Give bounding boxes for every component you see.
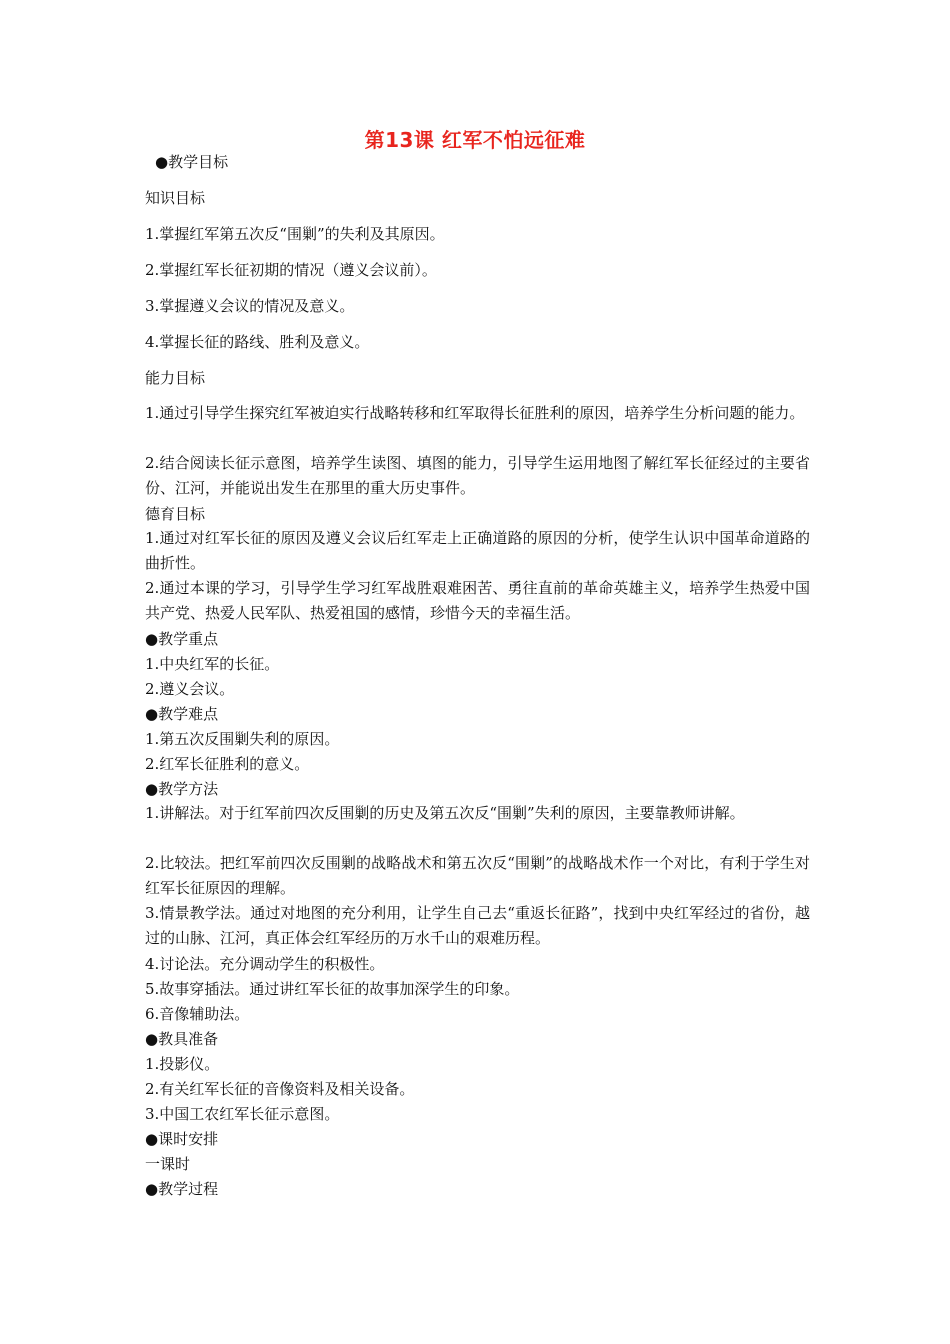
knowledge-goal-2: 2.掌握红军长征初期的情况（遵义会议前）。 — [145, 261, 437, 279]
subheading-ability-goals: 能力目标 — [145, 369, 206, 387]
knowledge-goal-1: 1.掌握红军第五次反“围剿”的失利及其原因。 — [145, 225, 445, 243]
subheading-moral-goals: 德育目标 — [145, 505, 206, 523]
heading-schedule: ●课时安排 — [145, 1130, 219, 1148]
lesson-title: 第13课 红军不怕远征难 — [364, 128, 586, 152]
key-point-2: 2.遵义会议。 — [145, 680, 235, 698]
method-2: 2.比较法。把红军前四次反围剿的战略战术和第五次反“围剿”的战略战术作一个对比，有利于学生对红军长征原因的理解。 — [145, 854, 810, 897]
heading-difficulties: ●教学难点 — [145, 705, 219, 723]
difficulty-1: 1.第五次反围剿失利的原因。 — [145, 730, 340, 748]
heading-teaching-process: ●教学过程 — [145, 1180, 219, 1198]
heading-key-points: ●教学重点 — [145, 630, 219, 648]
knowledge-goal-4: 4.掌握长征的路线、胜利及意义。 — [145, 333, 370, 351]
schedule-value: 一课时 — [145, 1155, 191, 1173]
ability-goal-2: 2.结合阅读长征示意图，培养学生读图、填图的能力，引导学生运用地图了解红军长征经过的主要省份、江河，并能说出发生在那里的重大历史事件。 — [145, 454, 810, 497]
heading-teaching-goals: ●教学目标 — [155, 153, 229, 171]
heading-teaching-aids: ●教具准备 — [145, 1030, 219, 1048]
subheading-knowledge-goals: 知识目标 — [145, 189, 206, 207]
moral-goal-1: 1.通过对红军长征的原因及遵义会议后红军走上正确道路的原因的分析，使学生认识中国革命道路的曲折性。 — [145, 529, 810, 572]
key-point-1: 1.中央红军的长征。 — [145, 655, 280, 673]
aid-1: 1.投影仪。 — [145, 1055, 220, 1073]
aid-3: 3.中国工农红军长征示意图。 — [145, 1105, 340, 1123]
heading-teaching-methods: ●教学方法 — [145, 780, 219, 798]
aid-2: 2.有关红军长征的音像资料及相关设备。 — [145, 1080, 415, 1098]
knowledge-goal-3: 3.掌握遵义会议的情况及意义。 — [145, 297, 355, 315]
method-3: 3.情景教学法。通过对地图的充分利用，让学生自己去“重返长征路”，找到中央红军经过的省份，越过的山脉、江河，真正体会红军经历的万水千山的艰难历程。 — [145, 904, 810, 947]
method-5: 5.故事穿插法。通过讲红军长征的故事加深学生的印象。 — [145, 980, 520, 998]
method-1: 1.讲解法。对于红军前四次反围剿的历史及第五次反“围剿”失利的原因，主要靠教师讲解。 — [145, 804, 745, 822]
method-4: 4.讨论法。充分调动学生的积极性。 — [145, 955, 385, 973]
moral-goal-2: 2.通过本课的学习，引导学生学习红军战胜艰难困苦、勇往直前的革命英雄主义，培养学生热爱中国共产党、热爱人民军队、热爱祖国的感情，珍惜今天的幸福生活。 — [145, 579, 810, 622]
method-6: 6.音像辅助法。 — [145, 1005, 250, 1023]
ability-goal-1: 1.通过引导学生探究红军被迫实行战略转移和红军取得长征胜利的原因，培养学生分析问题的能力。 — [145, 404, 805, 422]
difficulty-2: 2.红军长征胜利的意义。 — [145, 755, 310, 773]
